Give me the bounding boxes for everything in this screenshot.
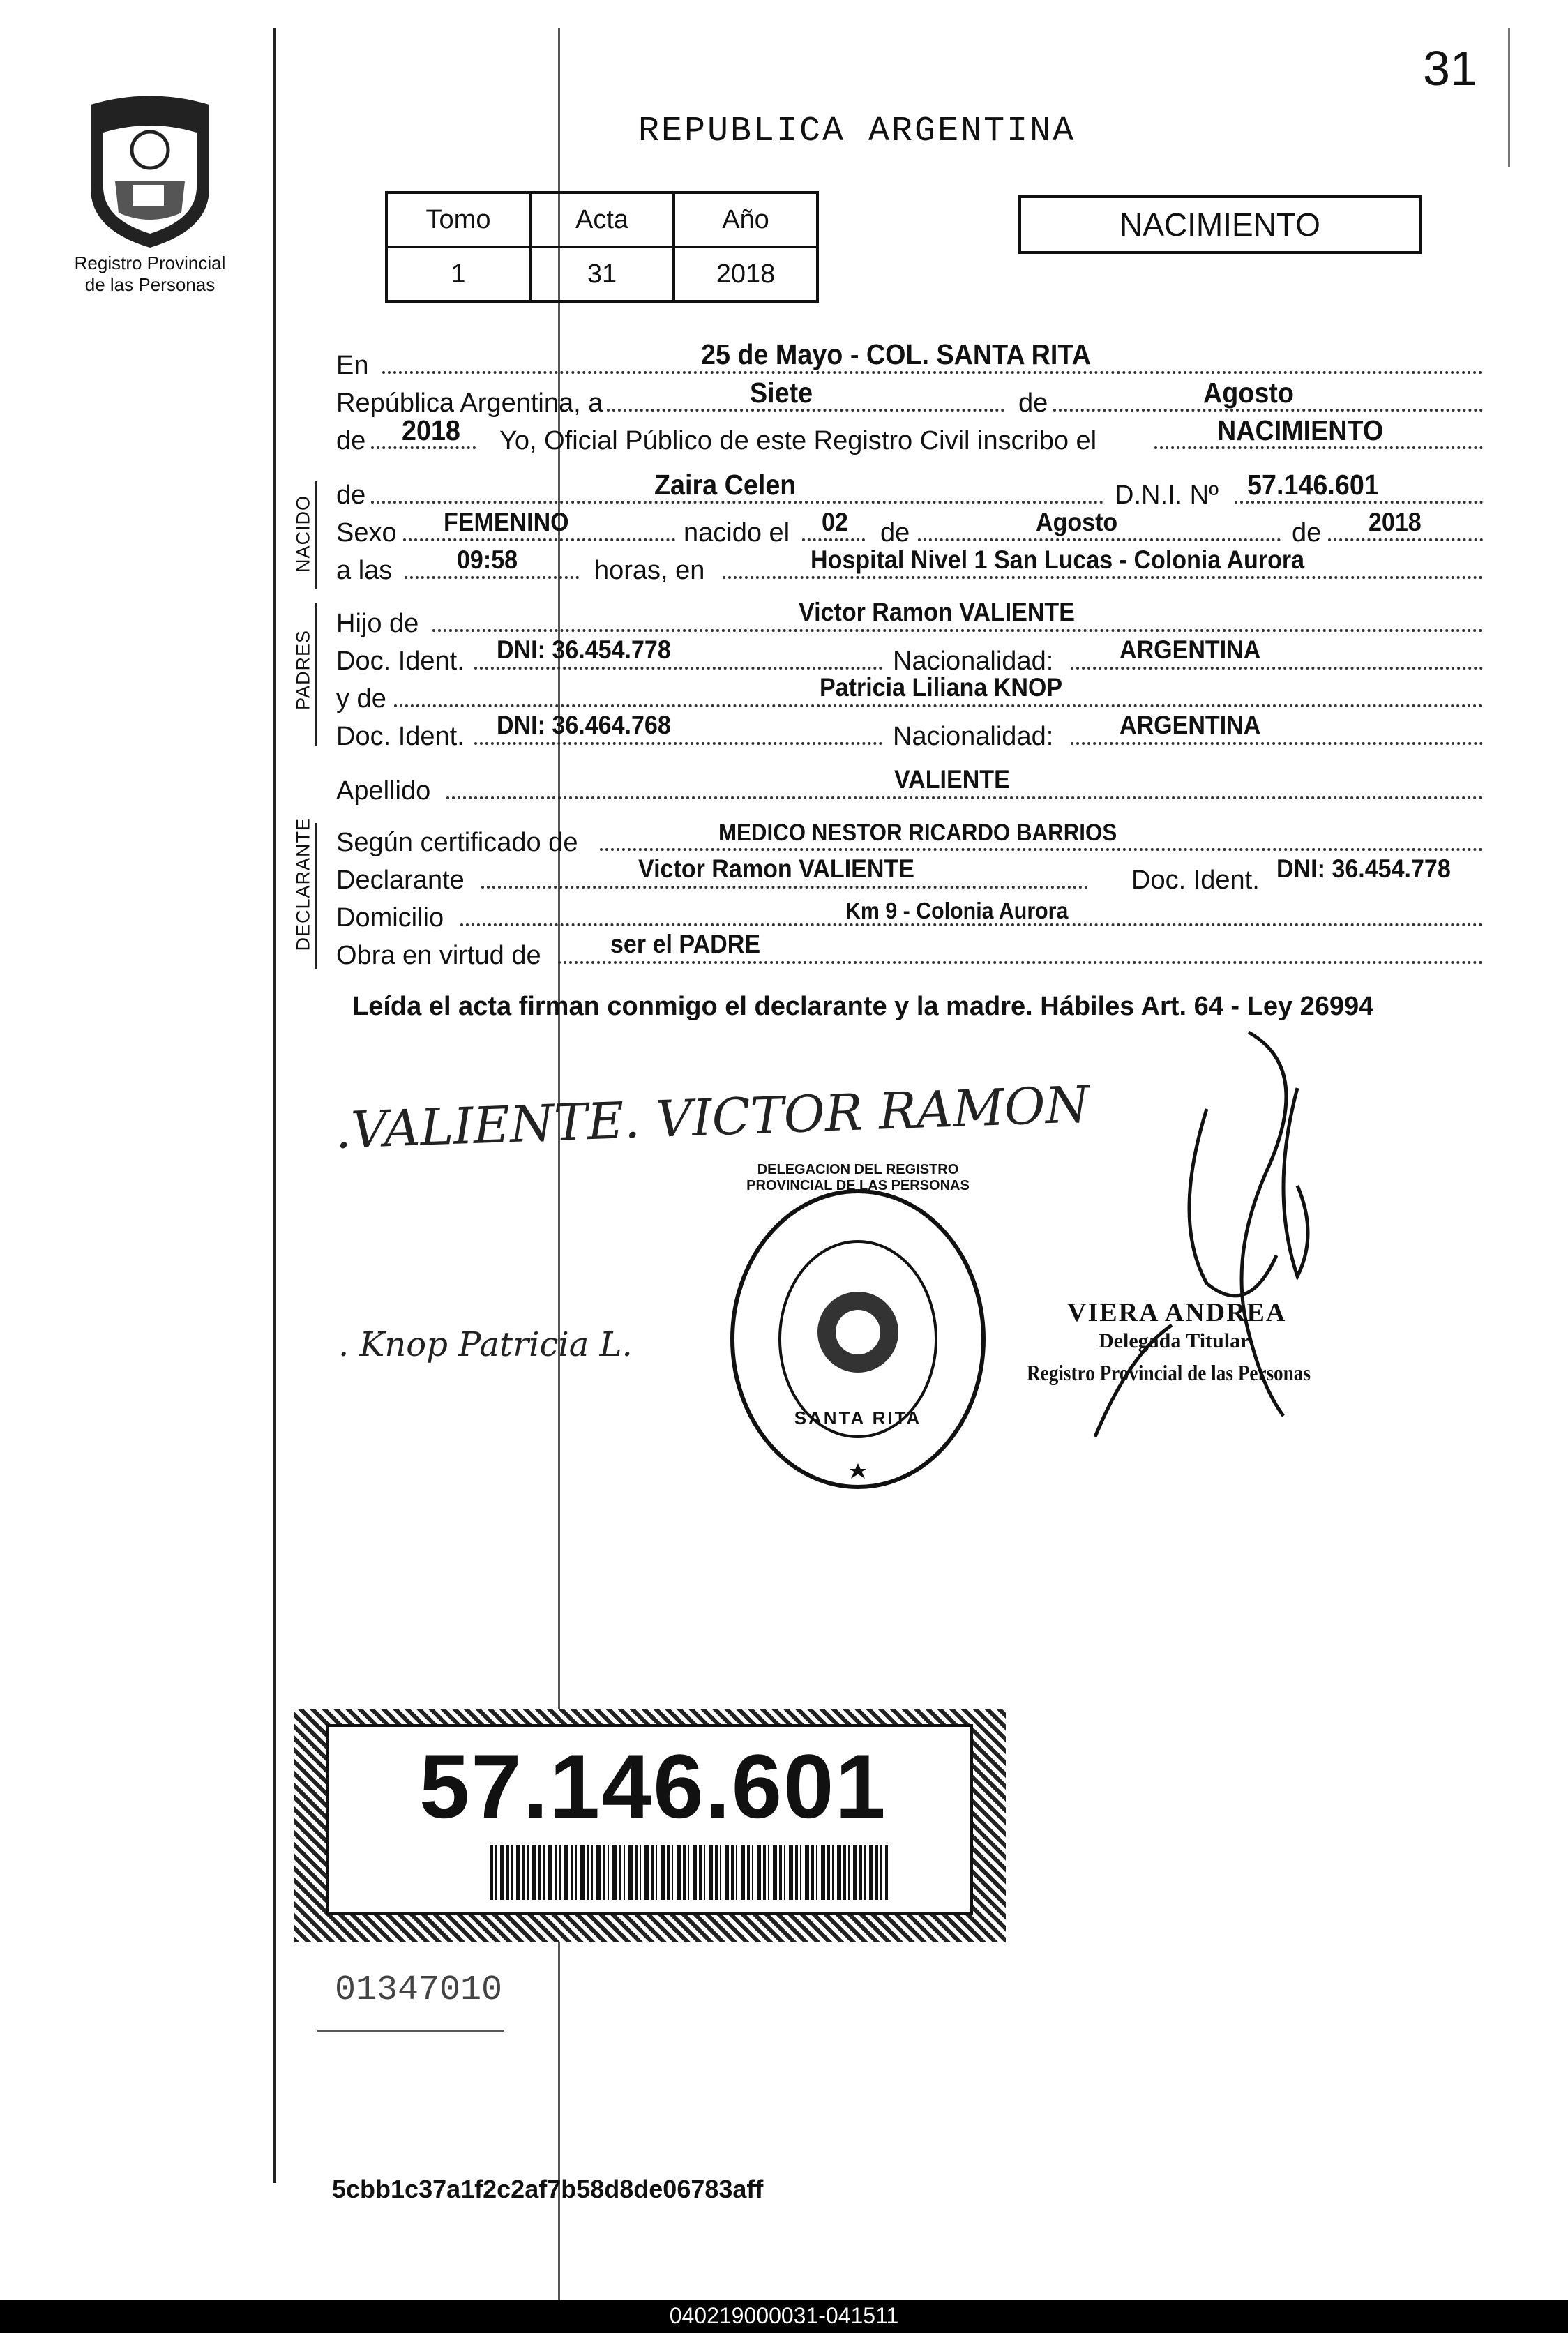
country-title: REPUBLICA ARGENTINA bbox=[638, 112, 1076, 151]
page-number: 31 bbox=[1423, 41, 1477, 96]
official-office: Registro Provincial de las Personas bbox=[1027, 1360, 1311, 1385]
section-label-declarante: DECLARANTE bbox=[292, 817, 314, 951]
official-seal bbox=[725, 1162, 990, 1493]
official-name: VIERA ANDREA bbox=[1067, 1298, 1287, 1327]
value-apellido: VALIENTE bbox=[894, 765, 1010, 794]
dots-declarante bbox=[481, 886, 1088, 889]
value-nombre: Zaira Celen bbox=[654, 469, 797, 501]
dni-barcode bbox=[490, 1845, 888, 1900]
control-number-underline bbox=[317, 2030, 504, 2032]
dots-madre bbox=[394, 704, 1483, 707]
footer-bar bbox=[0, 2300, 1568, 2333]
dots-dia-nac bbox=[802, 538, 865, 541]
label-doc-ident-decl: Doc. Ident. bbox=[1131, 866, 1260, 895]
label-nacido-el: nacido el bbox=[684, 518, 790, 548]
seal-emblem-icon bbox=[725, 1186, 990, 1493]
label-de-dia: de bbox=[880, 518, 910, 548]
label-yo-oficial: Yo, Oficial Público de este Registro Civil inscribo el bbox=[499, 426, 1097, 455]
nacido-bracket bbox=[315, 481, 317, 589]
value-dni: 57.146.601 bbox=[1247, 469, 1379, 501]
label-nacionalidad-2: Nacionalidad: bbox=[893, 722, 1054, 751]
label-doc-ident-2: Doc. Ident. bbox=[336, 722, 465, 751]
seal-outer-text: DELEGACION DEL REGISTRO PROVINCIAL DE LAS PERSONAS bbox=[746, 1162, 970, 1193]
dots-dia bbox=[607, 409, 1004, 412]
left-margin-line bbox=[273, 28, 276, 2183]
center-fold-line bbox=[558, 28, 560, 2302]
control-number: 01347010 bbox=[335, 1970, 503, 2010]
footer-code: 040219000031-041511 bbox=[669, 2303, 899, 2328]
dots-certificado bbox=[600, 848, 1483, 851]
label-dni-no: D.N.I. Nº bbox=[1115, 481, 1219, 510]
document-hash: 5cbb1c37a1f2c2af7b58d8de06783aff bbox=[332, 2175, 764, 2203]
section-label-padres: PADRES bbox=[292, 629, 314, 711]
padres-bracket bbox=[315, 603, 317, 746]
label-horas-en: horas, en bbox=[594, 556, 705, 585]
value-certificado: MEDICO NESTOR RICARDO BARRIOS bbox=[718, 820, 1117, 846]
label-de-anio-nac: de bbox=[1292, 518, 1322, 548]
label-de-mes: de bbox=[1018, 388, 1048, 418]
label-a-las: a las bbox=[336, 556, 393, 585]
value-domicilio: Km 9 - Colonia Aurora bbox=[845, 898, 1069, 923]
official-title: Delegada Titular bbox=[1099, 1329, 1250, 1352]
value-tipo: NACIMIENTO bbox=[1217, 414, 1384, 446]
dots-mes bbox=[1053, 409, 1483, 412]
record-header-tomo: Tomo bbox=[386, 192, 530, 247]
label-nacionalidad-1: Nacionalidad: bbox=[893, 647, 1054, 676]
label-en: En bbox=[336, 351, 369, 380]
dots-padre bbox=[432, 629, 1483, 632]
dni-label-frame bbox=[294, 1709, 1006, 1942]
dots-hora bbox=[405, 576, 579, 579]
section-label-nacido: NACIDO bbox=[292, 495, 314, 573]
dots-madre-dni bbox=[474, 742, 882, 745]
act-type-box: NACIMIENTO bbox=[1018, 195, 1422, 254]
label-de-nombre: de bbox=[336, 481, 366, 510]
dots-nombre bbox=[371, 501, 1103, 504]
label-y-de: y de bbox=[336, 684, 386, 714]
dots-padre-nac bbox=[1071, 667, 1483, 670]
dots-mes-nac bbox=[918, 538, 1281, 541]
value-mes-nac: Agosto bbox=[1036, 508, 1118, 536]
record-value-tomo: 1 bbox=[386, 247, 530, 301]
value-sexo: FEMENINO bbox=[444, 508, 569, 536]
value-anio: 2018 bbox=[402, 414, 460, 446]
label-hijo-de: Hijo de bbox=[336, 609, 419, 638]
label-declarante: Declarante bbox=[336, 866, 465, 895]
value-lugar-nac: Hospital Nivel 1 San Lucas - Colonia Aurora bbox=[811, 545, 1305, 574]
value-padre: Victor Ramon VALIENTE bbox=[799, 598, 1075, 626]
record-value-acta: 31 bbox=[530, 247, 674, 301]
record-value-anio: 2018 bbox=[674, 247, 817, 301]
value-declarante-dni: DNI: 36.454.778 bbox=[1276, 854, 1451, 883]
dots-anio bbox=[371, 446, 476, 449]
misiones-crest-icon bbox=[77, 91, 223, 251]
signature-madre: . Knop Patricia L. bbox=[338, 1325, 633, 1364]
label-segun-certificado: Según certificado de bbox=[336, 828, 578, 857]
registry-logo bbox=[77, 91, 223, 251]
dots-virtud bbox=[558, 961, 1483, 964]
dni-label-inner bbox=[326, 1724, 973, 1915]
value-mes: Agosto bbox=[1203, 377, 1294, 409]
logo-label-line2: de las Personas bbox=[84, 274, 216, 295]
label-sexo: Sexo bbox=[336, 518, 397, 548]
value-padre-dni: DNI: 36.454.778 bbox=[497, 635, 671, 664]
dots-tipo bbox=[1154, 446, 1483, 449]
record-header-acta: Acta bbox=[530, 192, 674, 247]
declarante-bracket bbox=[315, 823, 317, 969]
dots-padre-dni bbox=[474, 667, 882, 670]
value-hora: 09:58 bbox=[457, 545, 518, 574]
dots-sexo bbox=[403, 538, 675, 541]
dots-dni bbox=[1235, 501, 1483, 504]
value-dia-letras: Siete bbox=[750, 377, 813, 409]
dots-anio-nac bbox=[1328, 538, 1483, 541]
right-margin-line bbox=[1508, 28, 1510, 167]
label-republica: República Argentina, a bbox=[336, 388, 603, 418]
value-anio-nac: 2018 bbox=[1369, 508, 1422, 536]
label-doc-ident-1: Doc. Ident. bbox=[336, 647, 465, 676]
dots-madre-nac bbox=[1071, 742, 1483, 745]
value-virtud: ser el PADRE bbox=[610, 930, 761, 958]
value-dia-nac: 02 bbox=[822, 508, 848, 536]
dots-apellido bbox=[446, 796, 1483, 799]
dots-en bbox=[382, 371, 1483, 374]
record-table bbox=[385, 191, 819, 303]
value-padre-nac: ARGENTINA bbox=[1120, 635, 1261, 664]
label-obra-en-virtud: Obra en virtud de bbox=[336, 941, 541, 970]
closing-text: Leída el acta firman conmigo el declarante y la madre. Hábiles Art. 64 - Ley 26994 bbox=[352, 992, 1374, 1021]
value-madre-dni: DNI: 36.464.768 bbox=[497, 711, 671, 739]
label-de-anio: de bbox=[336, 426, 366, 455]
value-madre-nac: ARGENTINA bbox=[1120, 711, 1261, 739]
label-domicilio: Domicilio bbox=[336, 903, 444, 933]
logo-label-line1: Registro Provincial bbox=[74, 252, 226, 273]
value-lugar: 25 de Mayo - COL. SANTA RITA bbox=[701, 338, 1091, 370]
dni-label-number: 57.146.601 bbox=[419, 1735, 887, 1837]
label-apellido: Apellido bbox=[336, 776, 431, 806]
signature-declarante: .VALIENTE. VICTOR RAMON bbox=[333, 1075, 1090, 1160]
dots-lugar-nac bbox=[723, 576, 1483, 579]
record-header-anio: Año bbox=[674, 192, 817, 247]
seal-inner-text: SANTA RITA bbox=[794, 1407, 922, 1428]
value-madre: Patricia Liliana KNOP bbox=[820, 673, 1063, 702]
value-declarante: Victor Ramon VALIENTE bbox=[638, 854, 914, 883]
